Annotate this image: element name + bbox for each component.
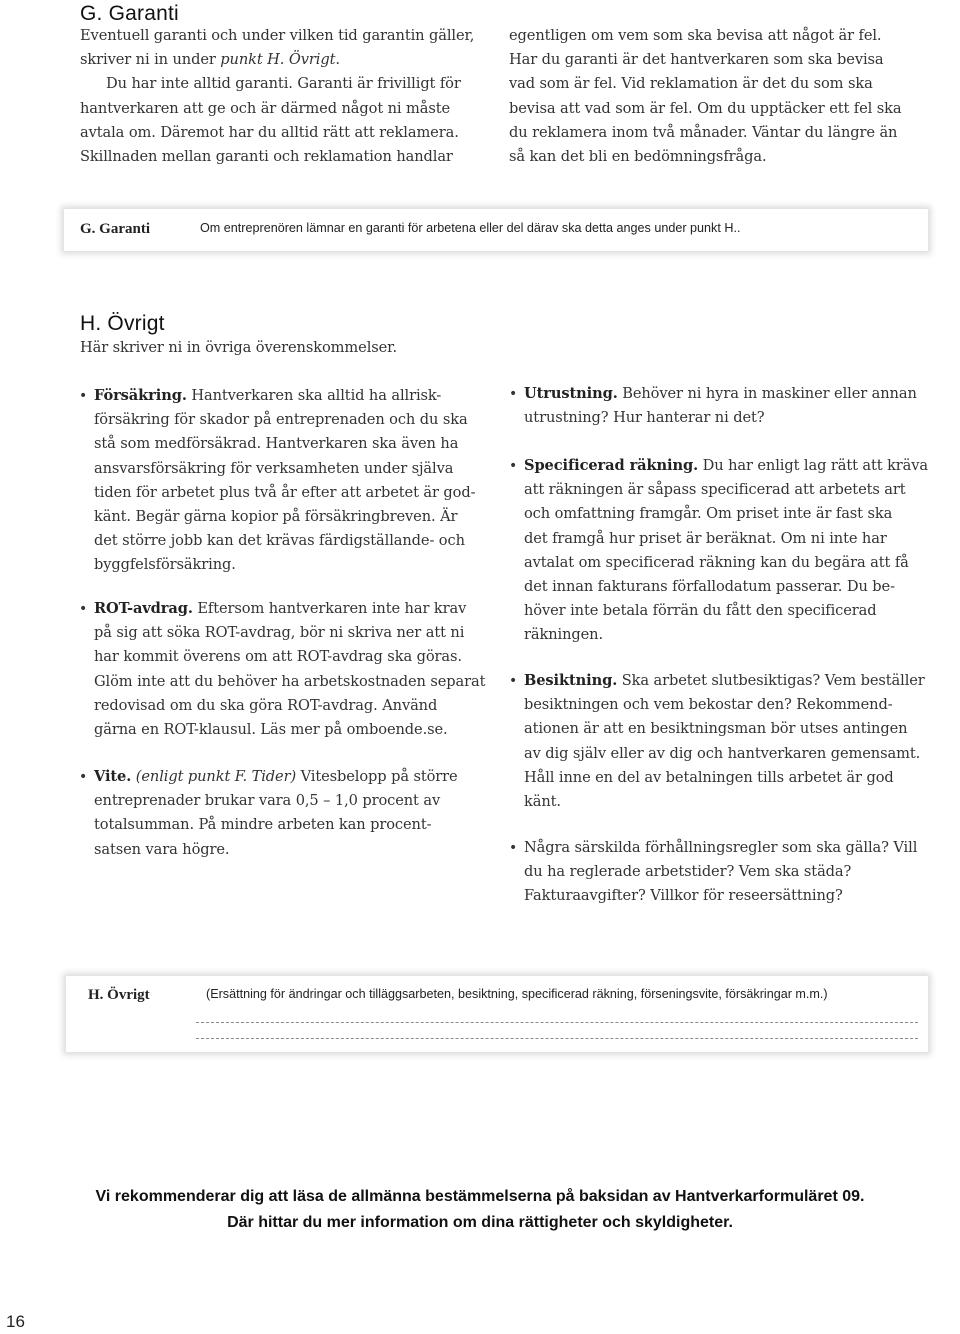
g-left-line-italic: punkt H. Övrigt [220,51,336,69]
form-garanti-label: G. Garanti [80,221,150,237]
bullet-line: du ha reglerade arbetstider? Vem ska städa? [524,863,852,881]
g-left-line-part: . [335,51,340,69]
form-ovrigt-text: (Ersättning för ändringar och tilläggsarbeten, besiktning, specificerad räkning, förseningsvite, försäkringar m.m.) [206,987,828,1001]
section-g-right-text [509,24,929,169]
section-h-intro: Här skriver ni in övriga överenskommelser. [80,339,397,356]
bullet-line: försäkring för skador på entreprenaden och du ska [94,411,468,429]
bullet-line [509,836,934,860]
bullet-text: Några särskilda förhållningsregler som ska gälla? Vill [524,839,918,856]
bullet-text: Vitesbelopp på större [296,768,458,785]
bullet-line: på sig att söka ROT-avdrag, bör ni skriva ner att ni [94,624,465,642]
g-left-line: avtala om. Däremot har du alltid rätt att reklamera. [80,123,459,141]
bullet-line [509,454,934,478]
bullet-line: totalsumman. På mindre arbeten kan procent- [94,816,432,834]
g-left-line: Du har inte alltid garanti. Garanti är frivilligt för [106,75,461,93]
g-left-line: hantverkaren att ge och är därmed något ni måste [80,99,451,117]
bullet-line: det större jobb kan det krävas färdigställande- och [94,532,465,550]
section-h-heading: H. Övrigt [80,312,165,335]
bullet-line: har kommit överens om att ROT-avdrag ska göras. [94,648,462,666]
bullet-line: känt. Begär gärna kopior på försäkringbreven. Är [94,508,458,526]
bullet-line: gärna en ROT-klausul. Läs mer på omboende.se. [94,721,448,739]
bullet-line [79,384,494,408]
bullet-line [79,765,494,789]
bullet-line: avtalat om specificerad räkning kan du begära att få [524,553,909,571]
bullet-line: entreprenader brukar vara 0,5 – 1,0 procent av [94,792,441,810]
bullet-line: Fakturaavgifter? Villkor för reseersättning? [524,887,843,905]
bullet-line: utrustning? Hur hanterar ni det? [524,409,765,427]
section-g-heading: G. Garanti [80,2,179,25]
g-left-line: Eventuell garanti och under vilken tid garantin gäller, [80,27,475,44]
page-number: 16 [6,1312,25,1331]
bullet-line [79,597,494,621]
bullet-line: Glöm inte att du behöver ha arbetskostnaden separat [94,672,486,690]
bullet-italic: (enligt punkt F. Tider) [135,768,297,785]
form-ovrigt-label: H. Övrigt [88,987,150,1003]
form-garanti-text: Om entreprenören lämnar en garanti för arbetena eller del därav ska detta anges under punkt H.. [200,221,741,235]
bullet-dot-icon: • [509,673,518,689]
bullet-dot-icon: • [79,601,88,617]
g-left-line-part: skriver ni in under [80,51,221,69]
section-g-left-text [80,24,480,169]
bullet-title: ROT-avdrag. [94,600,193,617]
bullet-line: det framgå hur priset är beräknat. Om ni inte har [524,529,887,547]
bullet-text: Behöver ni hyra in maskiner eller annan [617,385,917,402]
bullet-title: Specificerad räkning. [524,457,699,474]
g-right-line: så kan det bli en bedömningsfråga. [509,148,767,166]
bullet-dot-icon: • [509,458,518,474]
g-right-line: bevisa att vad som är fel. Om du upptäcker ett fel ska [509,99,902,117]
footer-line-1: Vi rekommenderar dig att läsa de allmänna bestämmelserna på baksidan av Hantverkarformuläret 09. [95,1188,865,1205]
g-right-line: vad som är fel. Vid reklamation är det du som ska [509,75,873,93]
footer-line-2: Där hittar du mer information om dina rättigheter och skyldigheter. [227,1214,733,1231]
bullet-text: Eftersom hantverkaren inte har krav [192,600,467,617]
bullet-forsakring [79,384,494,578]
bullet-line: stå som medförsäkrad. Hantverkaren ska även ha [94,435,459,453]
bullet-line: att räkningen är såpass specificerad att arbetets art [524,481,906,499]
form-ovrigt-dotted-line [196,1038,918,1039]
bullet-dot-icon: • [509,386,518,402]
bullet-title: Utrustning. [524,385,618,402]
bullet-line: känt. [524,793,561,811]
bullet-line: det innan fakturans förfallodatum passerar. Du be- [524,578,895,596]
bullet-line [509,669,934,693]
bullet-line: byggfelsförsäkring. [94,556,236,574]
footer-recommendation [40,1184,920,1236]
bullet-line: tiden för arbetet plus två år efter att arbetet är god- [94,483,476,501]
bullet-title: Besiktning. [524,672,618,689]
g-right-line: du reklamera inom två månader. Väntar du längre än [509,123,898,141]
bullet-line: höver inte betala förrän du fått den specificerad [524,602,877,620]
g-right-line: egentligen om vem som ska bevisa att något är fel. [509,27,882,44]
bullet-text: Ska arbetet slutbesiktigas? Vem beställer [617,672,925,689]
bullet-line: ationen är att en besiktningsman bör utses antingen [524,720,908,738]
bullet-specificerad-rakning [509,454,934,648]
bullet-besiktning [509,669,934,814]
form-excerpt-garanti [64,209,928,251]
bullet-text: Hantverkaren ska alltid ha allrisk- [186,387,442,404]
bullet-rot-avdrag [79,597,494,742]
g-right-line: Har du garanti är det hantverkaren som ska bevisa [509,51,884,69]
bullet-forhallningsregler [509,836,934,909]
bullet-vite [79,765,494,862]
bullet-line: satsen vara högre. [94,840,230,858]
bullet-line: av dig själv eller av dig och hantverkaren gemensamt. [524,744,921,762]
form-ovrigt-dotted-line [196,1022,918,1023]
form-excerpt-ovrigt [66,976,928,1052]
g-left-line [80,48,480,72]
bullet-title: Vite. [94,768,132,785]
bullet-line: Håll inne en del av betalningen tills arbetet är god [524,768,894,786]
bullet-line: och omfattning framgår. Om priset inte är fast ska [524,505,893,523]
bullet-line: besiktningen och vem bekostar den? Rekommend- [524,696,893,714]
bullet-line: ansvarsförsäkring för verksamheten under själva [94,459,454,477]
bullet-line: redovisad om du ska göra ROT-avdrag. Använd [94,696,438,714]
bullet-utrustning [509,382,934,430]
bullet-dot-icon: • [79,769,88,785]
g-left-line: Skillnaden mellan garanti och reklamation handlar [80,148,453,166]
bullet-dot-icon: • [79,388,88,404]
bullet-line [509,382,934,406]
bullet-line: räkningen. [524,626,604,644]
bullet-text: Du har enligt lag rätt att kräva [698,457,929,474]
bullet-title: Försäkring. [94,387,187,404]
bullet-dot-icon: • [509,840,518,856]
